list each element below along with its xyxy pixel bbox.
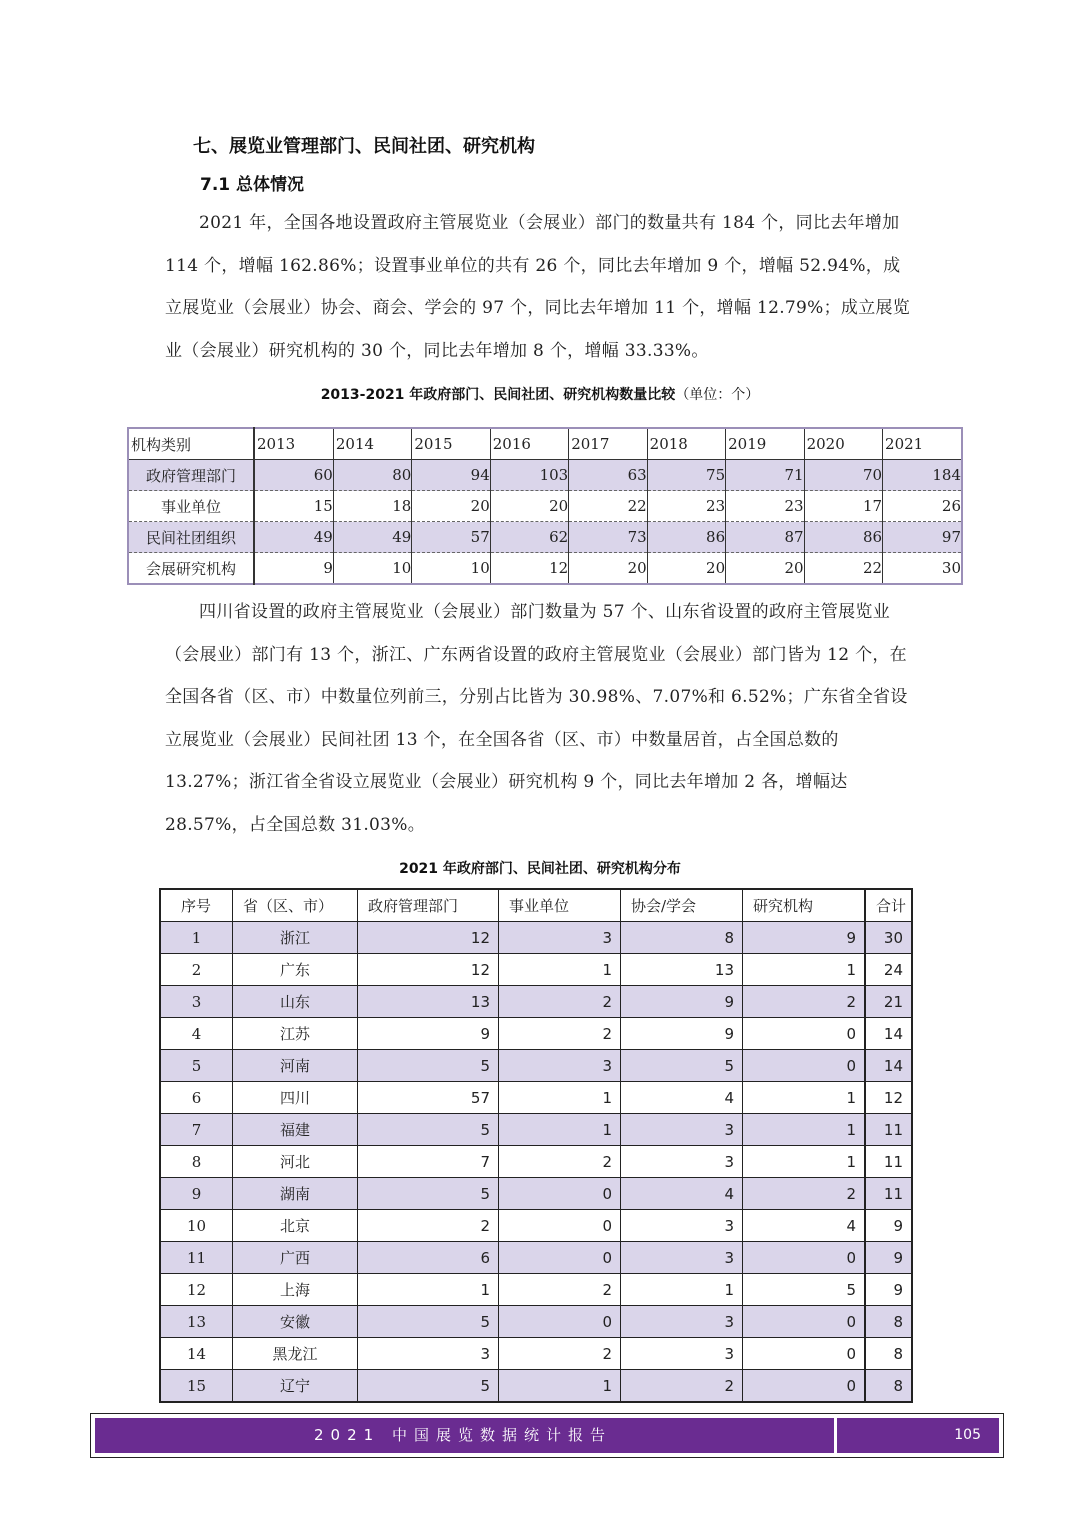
table-cell: 9 <box>865 1210 912 1242</box>
table-cell: 12 <box>358 922 499 954</box>
table-cell: 86 <box>804 522 882 553</box>
province-name: 广西 <box>233 1242 358 1274</box>
table1-caption-unit: （单位：个） <box>675 387 760 403</box>
table-cell: 8 <box>621 922 743 954</box>
table-cell: 49 <box>333 522 411 553</box>
page-number: 105 <box>954 1427 981 1443</box>
table-cell: 5 <box>358 1050 499 1082</box>
table-cell: 20 <box>490 491 568 522</box>
paragraph-provinces: 四川省设置的政府主管展览业（会展业）部门数量为 57 个、山东省设置的政府主管展览业（会展业）部门有 13 个，浙江、广东两省设置的政府主管展览业（会展业）部门皆为 12 个，在全国各省（区、市）中数量位列前三，分别占比皆为 30.98%、7.07%和 6.52%；广东省全省设立展览业（会展业）民间社团 13 个，在全国各省（区、市）中数量居首，占全国总数的 13.27%；浙江省全省设立展览业（会展业）研究机构 9 个，同比去年增加 2 各，增幅达 28.57%，占全国总数 31.03%。 <box>165 602 908 835</box>
table-row <box>160 1018 912 1050</box>
table1-caption <box>0 384 1080 404</box>
row-index: 2 <box>160 954 233 986</box>
table-cell: 2 <box>499 1338 621 1370</box>
table-cell: 3 <box>358 1338 499 1370</box>
footer-band <box>95 1418 999 1453</box>
table-cell: 4 <box>743 1210 866 1242</box>
table-cell: 1 <box>743 954 866 986</box>
page-footer <box>90 1413 1004 1458</box>
table-cell: 14 <box>865 1018 912 1050</box>
table-cell: 11 <box>865 1178 912 1210</box>
footer-divider <box>834 1418 837 1453</box>
table-header-row <box>160 889 912 922</box>
table-cell: 9 <box>358 1018 499 1050</box>
province-name: 北京 <box>233 1210 358 1242</box>
table-cell: 3 <box>621 1306 743 1338</box>
table-cell: 2 <box>743 1178 866 1210</box>
table-cell: 0 <box>743 1050 866 1082</box>
table-cell: 97 <box>883 522 962 553</box>
table-cell: 14 <box>865 1050 912 1082</box>
table-cell: 11 <box>865 1114 912 1146</box>
province-name: 上海 <box>233 1274 358 1306</box>
table-cell: 2 <box>621 1370 743 1403</box>
table-cell: 20 <box>412 491 490 522</box>
province-name: 福建 <box>233 1114 358 1146</box>
table-cell: 9 <box>865 1274 912 1306</box>
province-name: 黑龙江 <box>233 1338 358 1370</box>
table-cell: 94 <box>412 460 490 491</box>
table-cell: 12 <box>490 553 568 585</box>
province-name: 广东 <box>233 954 358 986</box>
row-index: 8 <box>160 1146 233 1178</box>
table-cell: 13 <box>358 986 499 1018</box>
distribution-table <box>159 888 913 1403</box>
table-cell: 21 <box>865 986 912 1018</box>
table-cell: 9 <box>254 553 333 585</box>
row-index: 4 <box>160 1018 233 1050</box>
table-cell: 8 <box>865 1370 912 1403</box>
table-cell: 9 <box>743 922 866 954</box>
header-cell: 省（区、市） <box>233 889 358 922</box>
table-cell: 0 <box>743 1306 866 1338</box>
table-cell: 17 <box>804 491 882 522</box>
table-row <box>160 1082 912 1114</box>
province-name: 安徽 <box>233 1306 358 1338</box>
table-cell: 3 <box>621 1242 743 1274</box>
table-cell: 5 <box>358 1178 499 1210</box>
table-header-row <box>128 428 962 460</box>
table-cell: 0 <box>499 1178 621 1210</box>
province-name: 湖南 <box>233 1178 358 1210</box>
row-label: 民间社团组织 <box>128 522 254 553</box>
table-cell: 5 <box>358 1370 499 1403</box>
province-name: 河北 <box>233 1146 358 1178</box>
table-cell: 1 <box>499 954 621 986</box>
table-cell: 1 <box>743 1114 866 1146</box>
header-cell: 协会/学会 <box>621 889 743 922</box>
table-cell: 22 <box>569 491 647 522</box>
table-cell: 5 <box>743 1274 866 1306</box>
table-cell: 24 <box>865 954 912 986</box>
table-row <box>160 1274 912 1306</box>
table-cell: 22 <box>804 553 882 585</box>
footer-report-title: 2021 中国展览数据统计报告 <box>314 1426 612 1444</box>
table-cell: 0 <box>499 1242 621 1274</box>
table1-caption-text: 2013-2021 年政府部门、民间社团、研究机构数量比较 <box>320 387 676 403</box>
table-row <box>128 553 962 585</box>
table-cell: 12 <box>358 954 499 986</box>
table-cell: 10 <box>333 553 411 585</box>
table-cell: 3 <box>499 922 621 954</box>
table-cell: 30 <box>865 922 912 954</box>
table-row <box>160 1242 912 1274</box>
table-row <box>160 1306 912 1338</box>
province-name: 浙江 <box>233 922 358 954</box>
table-cell: 0 <box>743 1338 866 1370</box>
header-cell: 2021 <box>883 428 962 460</box>
table-cell: 57 <box>358 1082 499 1114</box>
paragraph-overview: 2021 年，全国各地设置政府主管展览业（会展业）部门的数量共有 184 个，同比去年增加 114 个，增幅 162.86%；设置事业单位的共有 26 个，同比去年增加 9 个，增幅 52.94%，成立展览业（会展业）协会、商会、学会的 97 个，同比去年增加 11 个，增幅 12.79%；成立展览业（会展业）研究机构的 30 个，同比去年增加 8 个，增幅 33.33%。 <box>165 213 911 361</box>
row-index: 9 <box>160 1178 233 1210</box>
row-index: 5 <box>160 1050 233 1082</box>
table-cell: 0 <box>499 1210 621 1242</box>
row-label: 事业单位 <box>128 491 254 522</box>
row-index: 13 <box>160 1306 233 1338</box>
header-cell: 2013 <box>254 428 333 460</box>
table-cell: 75 <box>647 460 725 491</box>
header-cell: 2014 <box>333 428 411 460</box>
table-row <box>160 1146 912 1178</box>
row-index: 14 <box>160 1338 233 1370</box>
table-cell: 23 <box>647 491 725 522</box>
row-label: 会展研究机构 <box>128 553 254 585</box>
table-cell: 6 <box>358 1242 499 1274</box>
row-index: 6 <box>160 1082 233 1114</box>
table-cell: 1 <box>499 1114 621 1146</box>
table-row <box>160 954 912 986</box>
row-index: 10 <box>160 1210 233 1242</box>
table-cell: 2 <box>358 1210 499 1242</box>
table-row <box>160 922 912 954</box>
table-cell: 12 <box>865 1082 912 1114</box>
province-name: 辽宁 <box>233 1370 358 1403</box>
table-cell: 0 <box>743 1370 866 1403</box>
table-cell: 57 <box>412 522 490 553</box>
table-cell: 4 <box>621 1178 743 1210</box>
table-cell: 26 <box>883 491 962 522</box>
table-cell: 20 <box>726 553 804 585</box>
header-cell: 2017 <box>569 428 647 460</box>
table-cell: 9 <box>621 986 743 1018</box>
table-row <box>160 1210 912 1242</box>
table-row <box>128 460 962 491</box>
row-index: 15 <box>160 1370 233 1403</box>
table-cell: 0 <box>499 1306 621 1338</box>
table-cell: 5 <box>621 1050 743 1082</box>
table-row <box>160 1338 912 1370</box>
table-cell: 13 <box>621 954 743 986</box>
table-cell: 15 <box>254 491 333 522</box>
table-cell: 5 <box>358 1114 499 1146</box>
table-cell: 1 <box>743 1146 866 1178</box>
table-cell: 1 <box>499 1082 621 1114</box>
table-cell: 4 <box>621 1082 743 1114</box>
header-cell: 2019 <box>726 428 804 460</box>
table-row <box>160 1370 912 1403</box>
province-name: 河南 <box>233 1050 358 1082</box>
table-cell: 5 <box>358 1306 499 1338</box>
table-cell: 62 <box>490 522 568 553</box>
header-cell: 事业单位 <box>499 889 621 922</box>
table-cell: 73 <box>569 522 647 553</box>
header-cell: 机构类别 <box>128 428 254 460</box>
table-cell: 2 <box>499 1018 621 1050</box>
province-name: 江苏 <box>233 1018 358 1050</box>
row-index: 11 <box>160 1242 233 1274</box>
table-cell: 86 <box>647 522 725 553</box>
table-row <box>160 986 912 1018</box>
table-cell: 63 <box>569 460 647 491</box>
table-cell: 2 <box>499 1146 621 1178</box>
table-cell: 184 <box>883 460 962 491</box>
table-row <box>128 522 962 553</box>
subsection-title: 7.1 总体情况 <box>200 175 305 195</box>
table-cell: 71 <box>726 460 804 491</box>
table-cell: 1 <box>499 1370 621 1403</box>
header-cell: 政府管理部门 <box>358 889 499 922</box>
table-cell: 10 <box>412 553 490 585</box>
comparison-table <box>127 427 963 585</box>
table-cell: 23 <box>726 491 804 522</box>
table-cell: 9 <box>865 1242 912 1274</box>
table-cell: 1 <box>358 1274 499 1306</box>
table-row <box>160 1178 912 1210</box>
table-cell: 49 <box>254 522 333 553</box>
table-cell: 80 <box>333 460 411 491</box>
header-cell: 2016 <box>490 428 568 460</box>
table-row <box>128 491 962 522</box>
table-cell: 7 <box>358 1146 499 1178</box>
row-label: 政府管理部门 <box>128 460 254 491</box>
header-cell: 2020 <box>804 428 882 460</box>
table-cell: 8 <box>865 1306 912 1338</box>
row-index: 7 <box>160 1114 233 1146</box>
table-row <box>160 1114 912 1146</box>
table-cell: 30 <box>941 559 961 577</box>
header-cell: 2018 <box>647 428 725 460</box>
table-cell: 2 <box>499 1274 621 1306</box>
table-cell: 103 <box>490 460 568 491</box>
header-cell: 2015 <box>412 428 490 460</box>
table-cell: 18 <box>333 491 411 522</box>
table-cell: 2 <box>743 986 866 1018</box>
header-cell: 研究机构 <box>743 889 866 922</box>
table-cell: 8 <box>865 1338 912 1370</box>
table-cell: 1 <box>743 1082 866 1114</box>
table-cell: 70 <box>804 460 882 491</box>
table-cell: 3 <box>621 1338 743 1370</box>
row-index: 3 <box>160 986 233 1018</box>
table-cell: 0 <box>743 1018 866 1050</box>
section-title: 七、展览业管理部门、民间社团、研究机构 <box>193 136 535 157</box>
row-index: 12 <box>160 1274 233 1306</box>
table-cell: 60 <box>254 460 333 491</box>
table-cell: 1 <box>621 1274 743 1306</box>
table-cell: 2 <box>499 986 621 1018</box>
table-cell: 20 <box>647 553 725 585</box>
province-name: 四川 <box>233 1082 358 1114</box>
province-name: 山东 <box>233 986 358 1018</box>
table2-caption: 2021 年政府部门、民间社团、研究机构分布 <box>399 861 681 877</box>
table-cell: 3 <box>621 1114 743 1146</box>
table-cell: 11 <box>865 1146 912 1178</box>
table-cell: 0 <box>743 1242 866 1274</box>
table-cell: 3 <box>621 1210 743 1242</box>
header-cell: 合计 <box>865 889 912 922</box>
table-cell: 87 <box>726 522 804 553</box>
table-cell: 3 <box>621 1146 743 1178</box>
table-cell: 20 <box>569 553 647 585</box>
table-row <box>160 1050 912 1082</box>
row-index: 1 <box>160 922 233 954</box>
table-cell: 3 <box>499 1050 621 1082</box>
table-cell: 9 <box>621 1018 743 1050</box>
header-cell: 序号 <box>160 889 233 922</box>
